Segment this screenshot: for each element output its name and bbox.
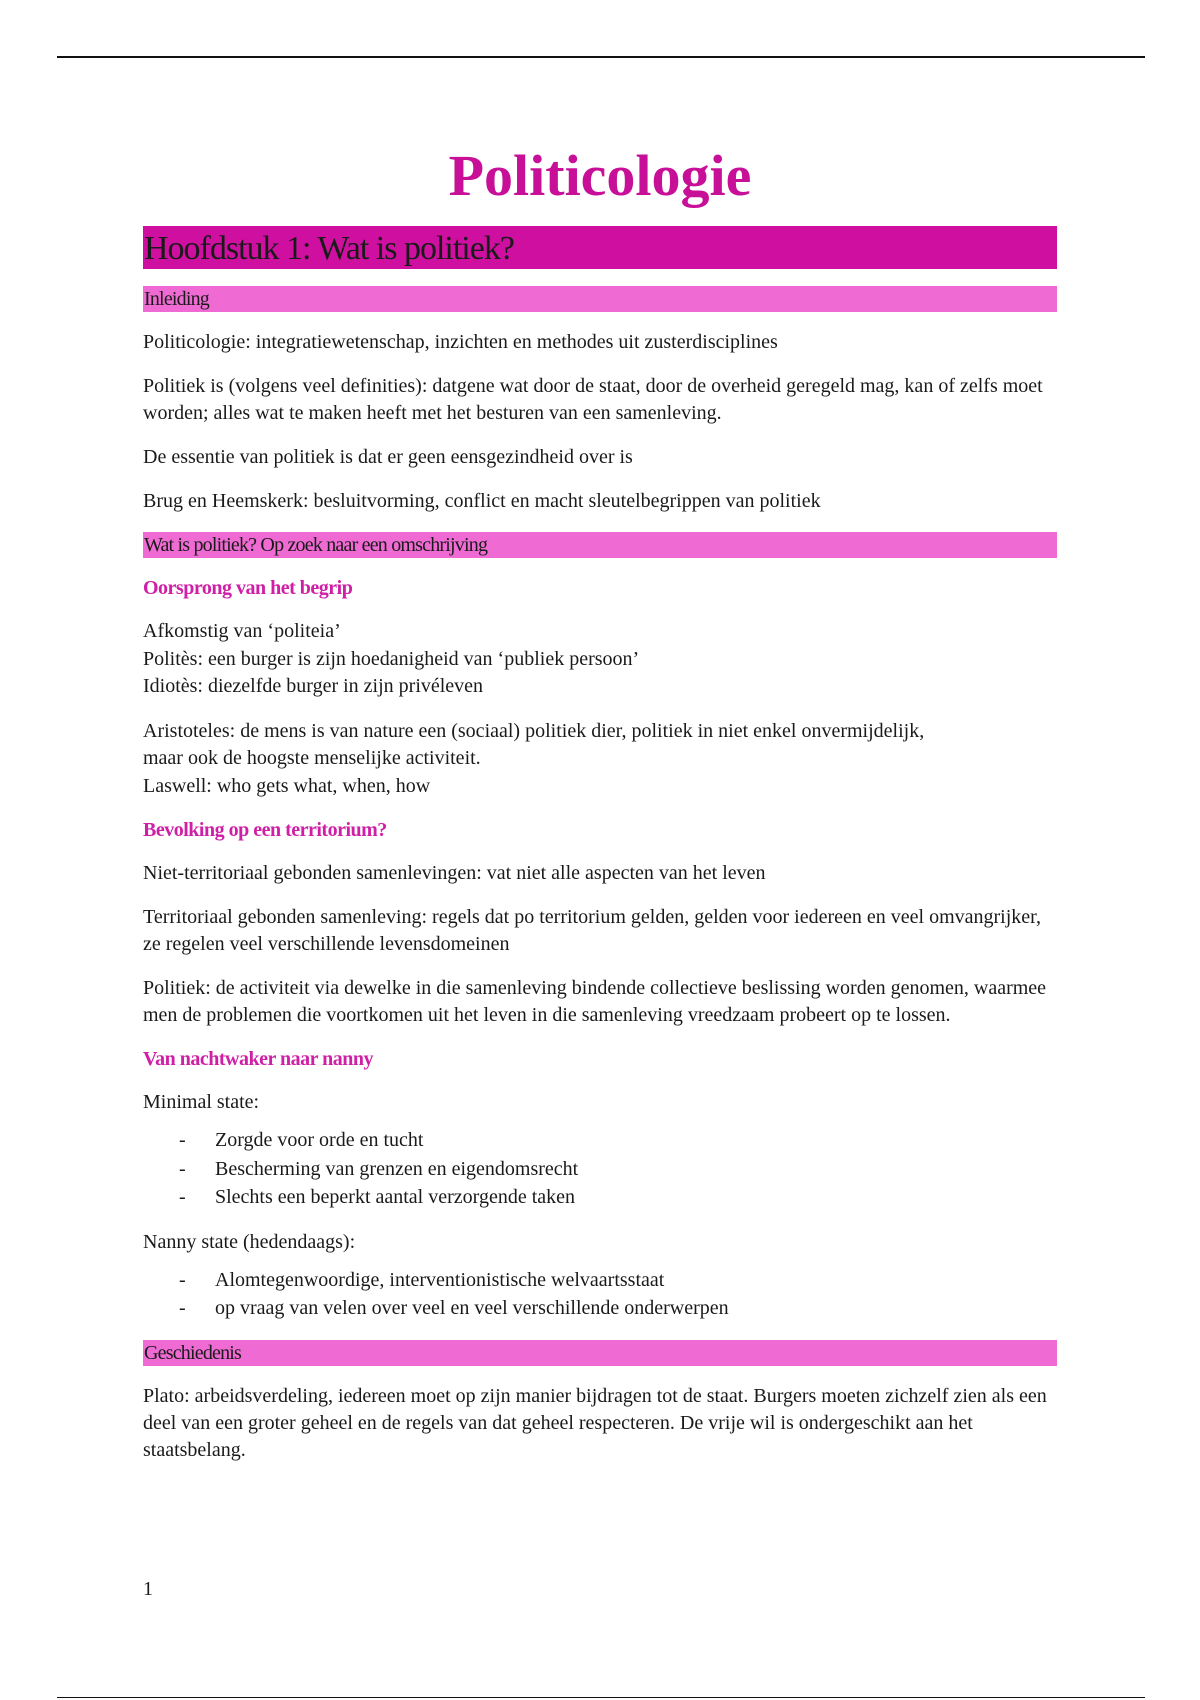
paragraph: Plato: arbeidsverdeling, iedereen moet op zijn manier bijdragen tot de staat. Burgers moeten zichzelf zien als een deel van een groter geheel en de regels van dat geheel respecteren. De vrije wil is ondergeschikt aan het staatsbelang.	[143, 1384, 1047, 1461]
text-line: Afkomstig van ‘politeia’	[143, 620, 341, 642]
top-rule	[57, 56, 1145, 58]
text-line: Politès: een burger is zijn hoedanigheid van ‘publiek persoon’	[143, 647, 640, 670]
list-marker: -	[179, 1268, 186, 1291]
list-item	[143, 1126, 1057, 1155]
paragraph: Brug en Heemskerk: besluitvorming, conflict en macht sleutelbegrippen van politiek	[143, 490, 821, 512]
subheading-nachtwaker: Van nachtwaker naar nanny	[143, 1048, 373, 1070]
section-heading-omschrijving: Wat is politiek? Op zoek naar een omschrijving	[143, 532, 1057, 558]
document-title: Politicologie	[448, 143, 752, 208]
paragraph: Territoriaal gebonden samenleving: regels dat po territorium gelden, gelden voor iedereen en veel omvangrijker, ze regelen veel verschillende levensdomeinen	[143, 906, 1042, 955]
bottom-rule	[57, 1697, 1145, 1698]
paragraph: Politicologie: integratiewetenschap, inzichten en methodes uit zusterdisciplines	[143, 331, 778, 353]
list-item	[143, 1155, 1057, 1184]
list-item-text: Bescherming van grenzen en eigendomsrecht	[215, 1157, 579, 1180]
list-item-text: Zorgde voor orde en tucht	[215, 1129, 424, 1151]
list-item	[143, 1294, 1057, 1323]
paragraph: De essentie van politiek is dat er geen eensgezindheid over is	[143, 446, 633, 468]
text-line: maar ook de hoogste menselijke activiteit.	[143, 747, 481, 769]
line-group	[143, 718, 1057, 801]
section-heading-inleiding: Inleiding	[143, 286, 1057, 312]
text-line: Idiotès: diezelfde burger in zijn privéleven	[143, 675, 484, 697]
paragraph: Politiek is (volgens veel definities): datgene wat door de staat, door de overheid geregeld mag, kan of zelfs moet worden; alles wat te maken heeft met het besturen van een samenleving.	[143, 375, 1043, 424]
list-marker: -	[179, 1297, 186, 1319]
page-number: 1	[143, 1578, 153, 1600]
list-item-text: op vraag van velen over veel en veel verschillende onderwerpen	[215, 1297, 729, 1319]
list-item-text: Alomtegenwoordige, interventionistische welvaartsstaat	[215, 1268, 665, 1291]
list-marker: -	[179, 1157, 186, 1180]
text-line: Laswell: who gets what, when, how	[143, 774, 431, 797]
minimal-state-list	[143, 1126, 1057, 1212]
list-marker: -	[179, 1186, 186, 1208]
paragraph: Politiek: de activiteit via dewelke in die samenleving bindende collectieve beslissing worden genomen, waarmee men de problemen die voortkomen uit het leven in die samenleving vreedzaam probeert op te lossen.	[143, 977, 1047, 1026]
list-marker: -	[179, 1129, 186, 1151]
list-label-minimal: Minimal state:	[143, 1091, 260, 1113]
document-page	[143, 140, 1057, 1481]
list-label-nanny: Nanny state (hedendaags):	[143, 1230, 356, 1253]
paragraph: Niet-territoriaal gebonden samenlevingen: vat niet alle aspecten van het leven	[143, 862, 766, 884]
nanny-state-list	[143, 1266, 1057, 1323]
text-line: Aristoteles: de mens is van nature een (sociaal) politiek dier, politiek in niet enkel onvermijdelijk,	[143, 719, 925, 742]
list-item	[143, 1266, 1057, 1295]
list-item	[143, 1183, 1057, 1212]
line-group	[143, 618, 1057, 701]
list-item-text: Slechts een beperkt aantal verzorgende taken	[215, 1186, 576, 1208]
subheading-bevolking: Bevolking op een territorium?	[143, 819, 387, 841]
subheading-oorsprong: Oorsprong van het begrip	[143, 577, 353, 599]
chapter-heading: Hoofdstuk 1: Wat is politiek?	[143, 226, 1057, 269]
section-heading-geschiedenis: Geschiedenis	[143, 1340, 1057, 1366]
